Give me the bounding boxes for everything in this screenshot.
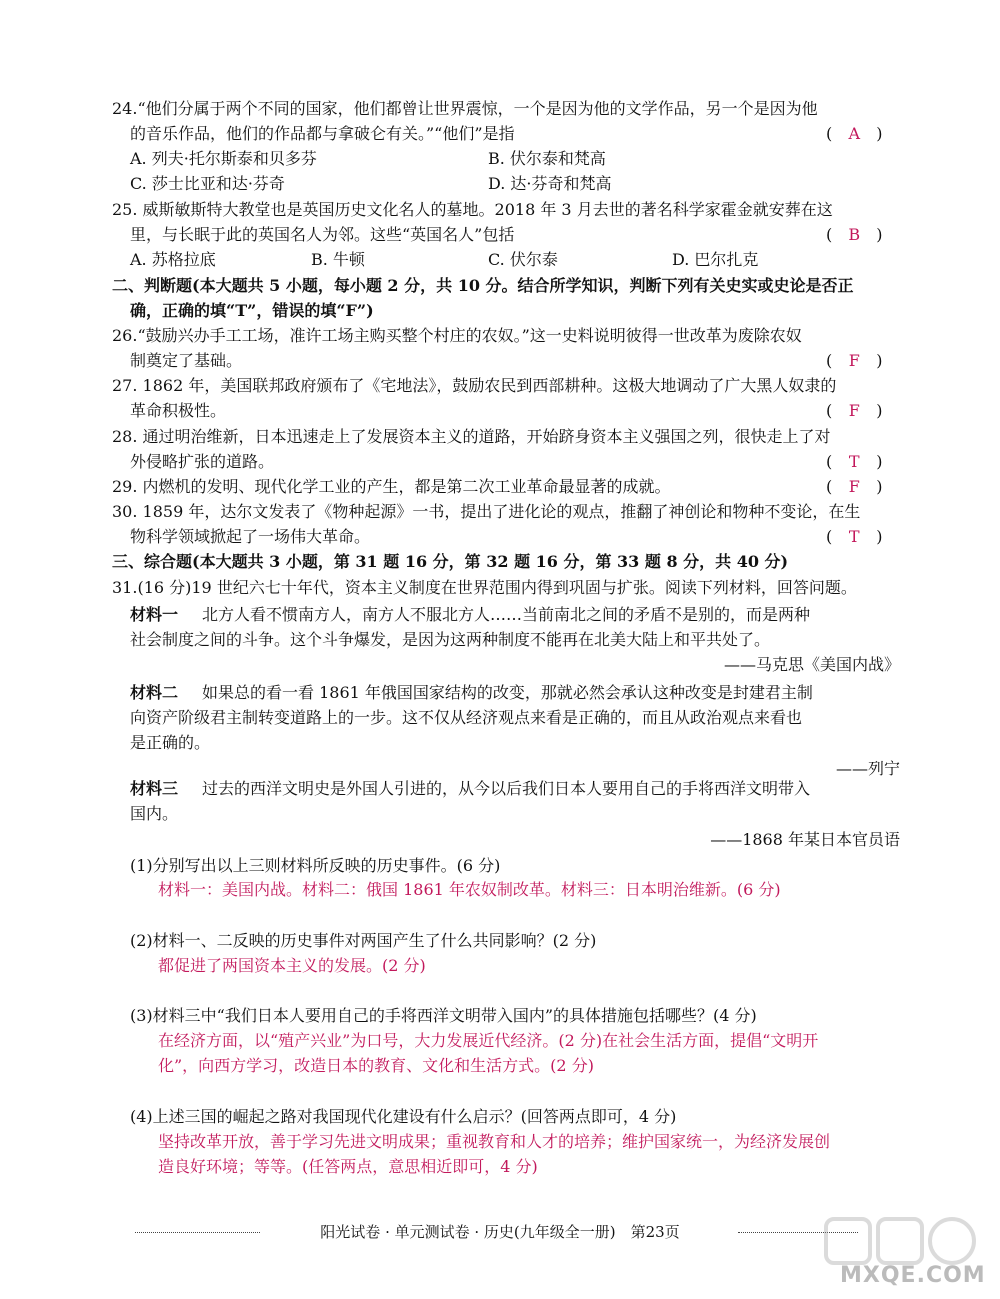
sub4-answer-line2: 造良好环境；等等。(任答两点，意思相近即可，4 分) xyxy=(158,1157,538,1176)
q26-stem-line1: 26.“鼓励兴办手工工场，准许工场主购买整个村庄的农奴。”这一史料说明彼得一世改革为废除农奴 xyxy=(112,326,802,345)
sub3-answer-line1: 在经济方面，以“殖产兴业”为口号，大力发展近代经济。(2 分)在社会生活方面，提倡“文明开 xyxy=(158,1031,819,1050)
section2-heading: 二、判断题(本大题共 5 小题，每小题 2 分，共 10 分。结合所学知识，判断下列有关史实或史论是否正 xyxy=(112,276,854,295)
material1-line2: 社会制度之间的斗争。这个斗争爆发，是因为这两种制度不能再在北美大陆上和平共处了。 xyxy=(130,630,771,649)
section3-heading: 三、综合题(本大题共 3 小题，第 31 题 16 分，第 32 题 16 分，第 33 题 8 分，共 40 分) xyxy=(112,552,789,571)
q28-answer: T xyxy=(848,452,860,471)
q30-answer-box: ( T ) xyxy=(826,524,902,549)
q29-answer-box: ( F ) xyxy=(826,474,902,499)
sub1-question: (1)分别写出以上三则材料所反映的历史事件。(6 分) xyxy=(130,856,501,875)
q29-stem-line1: 29. 内燃机的发明、现代化学工业的产生，都是第二次工业革命最显著的成就。 xyxy=(112,477,671,496)
material2-source: ——列宁 xyxy=(835,759,900,778)
material1-source: ——马克思《美国内战》 xyxy=(723,655,900,674)
q24-option-b: B. 伏尔泰和梵高 xyxy=(488,149,606,168)
q25-option-d: D. 巴尔扎克 xyxy=(672,250,759,269)
material2-label: 材料二 xyxy=(130,683,179,702)
q27-answer: F xyxy=(848,401,860,420)
sub1-answer: 材料一：美国内战。材料二：俄国 1861 年农奴制改革。材料三：日本明治维新。(6 分) xyxy=(158,880,781,899)
q31-intro: 31.(16 分)19 世纪六七十年代，资本主义制度在世界范围内得到巩固与扩张。阅读下列材料，回答问题。 xyxy=(112,578,857,597)
q25-answer: B xyxy=(848,225,861,244)
q25-stem-line1: 25. 威斯敏斯特大教堂也是英国历史文化名人的墓地。2018 年 3 月去世的著名科学家霍金就安葬在这 xyxy=(112,200,833,219)
sub4-question: (4)上述三国的崛起之路对我国现代化建设有什么启示？(回答两点即可，4 分) xyxy=(130,1107,677,1126)
material3-label: 材料三 xyxy=(130,779,179,798)
q25-option-b: B. 牛顿 xyxy=(311,250,365,269)
material3-line2: 国内。 xyxy=(130,804,179,823)
sub4-answer-line1: 坚持改革开放，善于学习先进文明成果；重视教育和人才的培养；维护国家统一，为经济发展创 xyxy=(158,1132,831,1151)
footer-text: 阳光试卷 · 单元测试卷 · 历史(九年级全一册) 第23页 xyxy=(320,1223,680,1241)
material3-line1: 过去的西洋文明史是外国人引进的，从今以后我们日本人要用自己的手将西洋文明带入 xyxy=(202,779,811,798)
q28-answer-box: ( T ) xyxy=(826,449,902,474)
q26-stem-line2: 制奠定了基础。 xyxy=(130,351,243,370)
q27-stem-line2: 革命积极性。 xyxy=(130,401,227,420)
q25-option-c: C. 伏尔泰 xyxy=(488,250,558,269)
material1-line1: 北方人看不惯南方人，南方人不服北方人……当前南北之间的矛盾不是别的，而是两种 xyxy=(202,605,811,624)
q24-stem-line2: 的音乐作品，他们的作品都与拿破仑有关。”“他们”是指 xyxy=(130,124,515,143)
q30-stem-line1: 30. 1859 年，达尔文发表了《物种起源》一书，提出了进化论的观点，推翻了神创论和物种不变论，在生 xyxy=(112,502,861,521)
q27-stem-line1: 27. 1862 年，美国联邦政府颁布了《宅地法》，鼓励农民到西部耕种。这极大地调动了广大黑人奴隶的 xyxy=(112,376,837,395)
q25-answer-box: ( B ) xyxy=(826,222,902,247)
sub2-question: (2)材料一、二反映的历史事件对两国产生了什么共同影响？(2 分) xyxy=(130,931,597,950)
q24-option-a: A. 列夫·托尔斯泰和贝多芬 xyxy=(130,149,317,168)
sub2-answer: 都促进了两国资本主义的发展。(2 分) xyxy=(158,956,426,975)
q24-answer: A xyxy=(848,124,861,143)
q25-option-a: A. 苏格拉底 xyxy=(130,250,216,269)
q28-stem-line2: 外侵略扩张的道路。 xyxy=(130,452,275,471)
q24-option-c: C. 莎士比亚和达·芬奇 xyxy=(130,174,285,193)
q30-answer: T xyxy=(848,527,860,546)
section2-heading-line2: 确，正确的填“T”，错误的填“F”) xyxy=(130,301,374,320)
material2-line1: 如果总的看一看 1861 年俄国国家结构的改变，那就必然会承认这种改变是封建君主制 xyxy=(202,683,813,702)
q27-answer-box: ( F ) xyxy=(826,398,902,423)
sub3-question: (3)材料三中“我们日本人要用自己的手将西洋文明带入国内”的具体措施包括哪些？(4 分) xyxy=(130,1006,757,1025)
q24-stem-line1: 24.“他们分属于两个不同的国家，他们都曾让世界震惊，一个是因为他的文学作品，另一个是因为他 xyxy=(112,99,818,118)
material3-source: ——1868 年某日本官员语 xyxy=(710,830,900,849)
watermark-url: MXQE.COM xyxy=(840,1263,986,1288)
material1-label: 材料一 xyxy=(130,605,179,624)
q29-answer: F xyxy=(848,477,860,496)
sub3-answer-line2: 化”，向西方学习，改造日本的教育、文化和生活方式。(2 分) xyxy=(158,1056,594,1075)
q26-answer-box: ( F ) xyxy=(826,348,902,373)
q26-answer: F xyxy=(848,351,860,370)
q30-stem-line2: 物科学领域掀起了一场伟大革命。 xyxy=(130,527,371,546)
q25-stem-line2: 里，与长眠于此的英国名人为邻。这些“英国名人”包括 xyxy=(130,225,515,244)
q24-answer-box: ( A ) xyxy=(826,121,902,146)
q24-option-d: D. 达·芬奇和梵高 xyxy=(488,174,612,193)
material2-line2: 向资产阶级君主制转变道路上的一步。这不仅从经济观点来看是正确的，而且从政治观点来看也 xyxy=(130,708,803,727)
q28-stem-line1: 28. 通过明治维新，日本迅速走上了发展资本主义的道路，开始跻身资本主义强国之列，很快走上了对 xyxy=(112,427,831,446)
material2-line3: 是正确的。 xyxy=(130,733,211,752)
